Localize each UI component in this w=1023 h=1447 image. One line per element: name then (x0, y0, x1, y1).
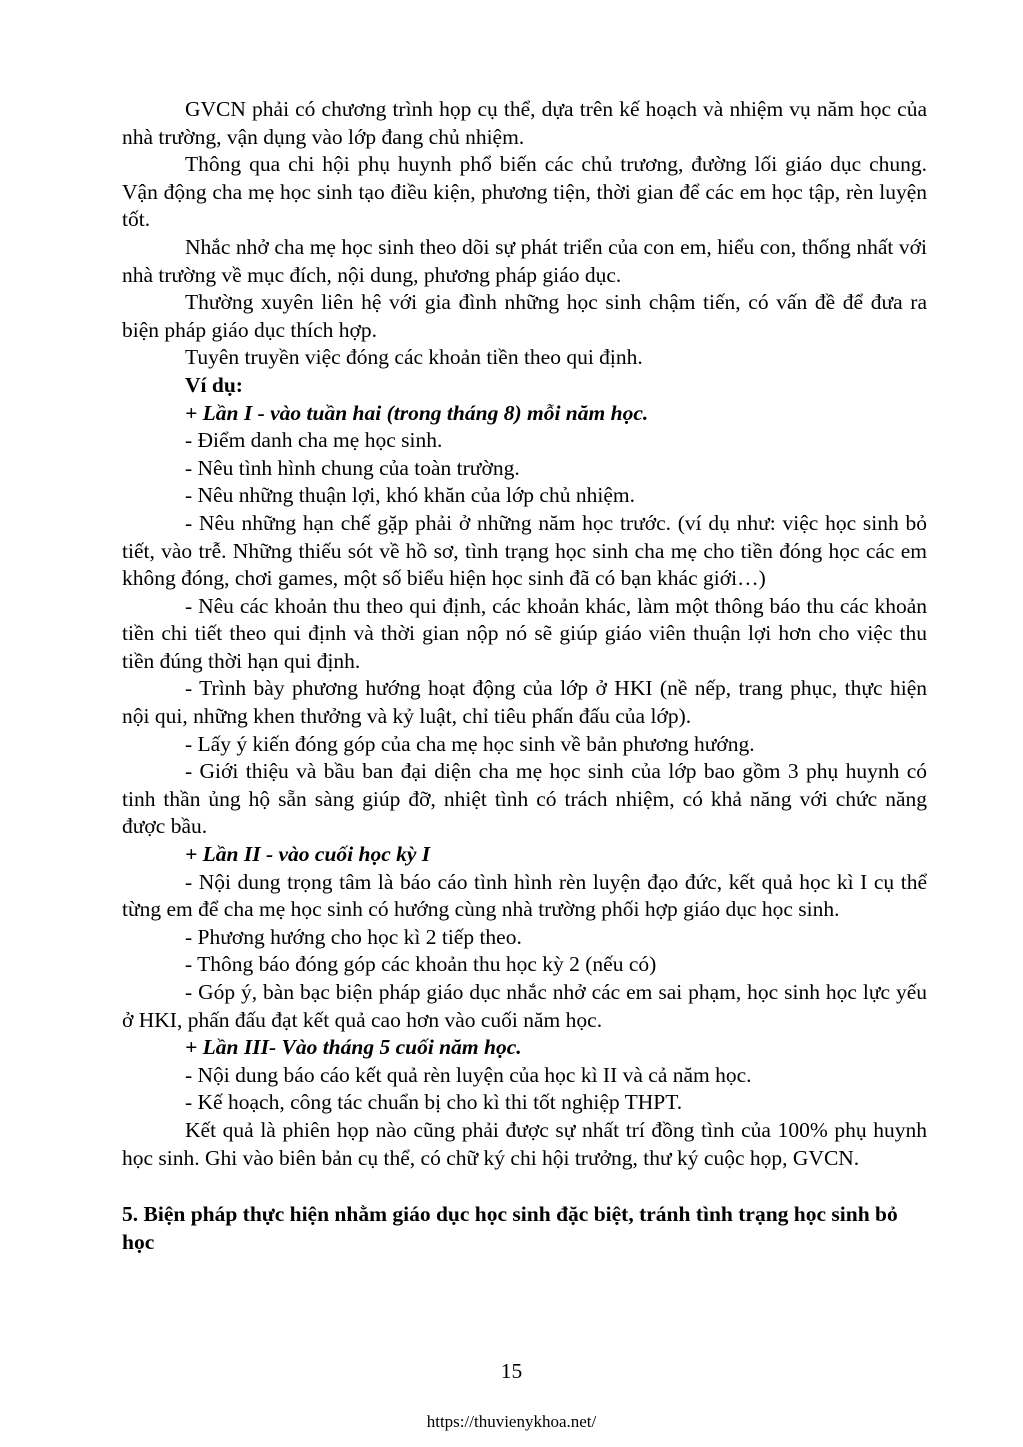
paragraph: GVCN phải có chương trình họp cụ thể, dựa trên kế hoạch và nhiệm vụ năm học của nhà trường, vận dụng vào lớp đang chủ nhiệm. (122, 97, 927, 149)
list-item: - Góp ý, bàn bạc biện pháp giáo dục nhắc nhở các em sai phạm, học sinh học lực yếu ở HKI, phấn đấu đạt kết quả cao hơn vào cuối năm học. (122, 980, 927, 1032)
paragraph: Thường xuyên liên hệ với gia đình những học sinh chậm tiến, có vấn đề để đưa ra biện pháp giáo dục thích hợp. (122, 290, 927, 342)
page-body (122, 96, 927, 1256)
meeting-3-heading: + Lần III- Vào tháng 5 cuối năm học. (185, 1035, 522, 1060)
list-item: - Thông báo đóng góp các khoản thu học kỳ 2 (nếu có) (185, 952, 657, 977)
list-item: - Giới thiệu và bầu ban đại diện cha mẹ học sinh của lớp bao gồm 3 phụ huynh có tinh thần ủng hộ sẵn sàng giúp đỡ, nhiệt tình có trách nhiệm, có khả năng với chức năng được bầu. (122, 759, 927, 839)
list-item: - Nội dung trọng tâm là báo cáo tình hình rèn luyện đạo đức, kết quả học kì I cụ thể từng em để cha mẹ học sinh có hướng cùng nhà trường phối hợp giáo dục học sinh. (122, 869, 927, 922)
meeting-1-heading: + Lần I - vào tuần hai (trong tháng 8) mỗi năm học. (185, 400, 649, 425)
list-item: - Phương hướng cho học kì 2 tiếp theo. (185, 924, 522, 949)
list-item: - Nêu tình hình chung của toàn trường. (185, 455, 520, 480)
list-item: - Lấy ý kiến đóng góp của cha mẹ học sinh về bản phương hướng. (185, 731, 755, 756)
paragraph: Thông qua chi hội phụ huynh phổ biến các chủ trương, đường lối giáo dục chung. Vận động cha mẹ học sinh tạo điều kiện, phương tiện, thời gian để các em học tập, rèn luyện tốt. (122, 152, 927, 232)
footer-url[interactable]: https://thuvienykhoa.net/ (426, 1412, 597, 1431)
list-item: - Trình bày phương hướng hoạt động của lớp ở HKI (nề nếp, trang phục, thực hiện nội qui, những khen thưởng và kỷ luật, chỉ tiêu phấn đấu của lớp). (122, 676, 927, 729)
example-label: Ví dụ: (185, 372, 243, 397)
list-item: - Nêu các khoản thu theo qui định, các khoản khác, làm một thông báo thu các khoản tiền chi tiết theo qui định và thời gian nộp nó sẽ giúp giáo viên thuận lợi hơn cho việc thu tiền đúng thời hạn qui định. (122, 593, 927, 673)
list-item: - Kế hoạch, công tác chuẩn bị cho kì thi tốt nghiệp THPT. (185, 1090, 683, 1115)
meeting-2-heading: + Lần II - vào cuối học kỳ I (185, 842, 431, 867)
list-item: - Nêu những hạn chế gặp phải ở những năm học trước. (ví dụ như: việc học sinh bỏ tiết, vào trễ. Những thiếu sót về hồ sơ, tình trạng học sinh cha mẹ cho tiền đóng học các em không đóng, chơi games, một số biểu hiện học sinh đã có bạn khác giới…) (122, 510, 927, 591)
list-item: - Nêu những thuận lợi, khó khăn của lớp chủ nhiệm. (185, 483, 635, 508)
page-number: 15 (500, 1359, 523, 1383)
paragraph: Nhắc nhở cha mẹ học sinh theo dõi sự phát triển của con em, hiểu con, thống nhất với nhà trường về mục đích, nội dung, phương pháp giáo dục. (122, 234, 927, 287)
section-heading: 5. Biện pháp thực hiện nhằm giáo dục học sinh đặc biệt, tránh tình trạng học sinh bỏ học (122, 1202, 898, 1254)
list-item: - Điểm danh cha mẹ học sinh. (185, 428, 443, 453)
list-item: - Nội dung báo cáo kết quả rèn luyện của học kì II và cả năm học. (185, 1062, 752, 1087)
paragraph: Tuyên truyền việc đóng các khoản tiền theo qui định. (185, 345, 643, 370)
paragraph: Kết quả là phiên họp nào cũng phải được sự nhất trí đồng tình của 100% phụ huynh học sinh. Ghi vào biên bản cụ thể, có chữ ký chi hội trưởng, thư ký cuộc họp, GVCN. (122, 1117, 927, 1170)
